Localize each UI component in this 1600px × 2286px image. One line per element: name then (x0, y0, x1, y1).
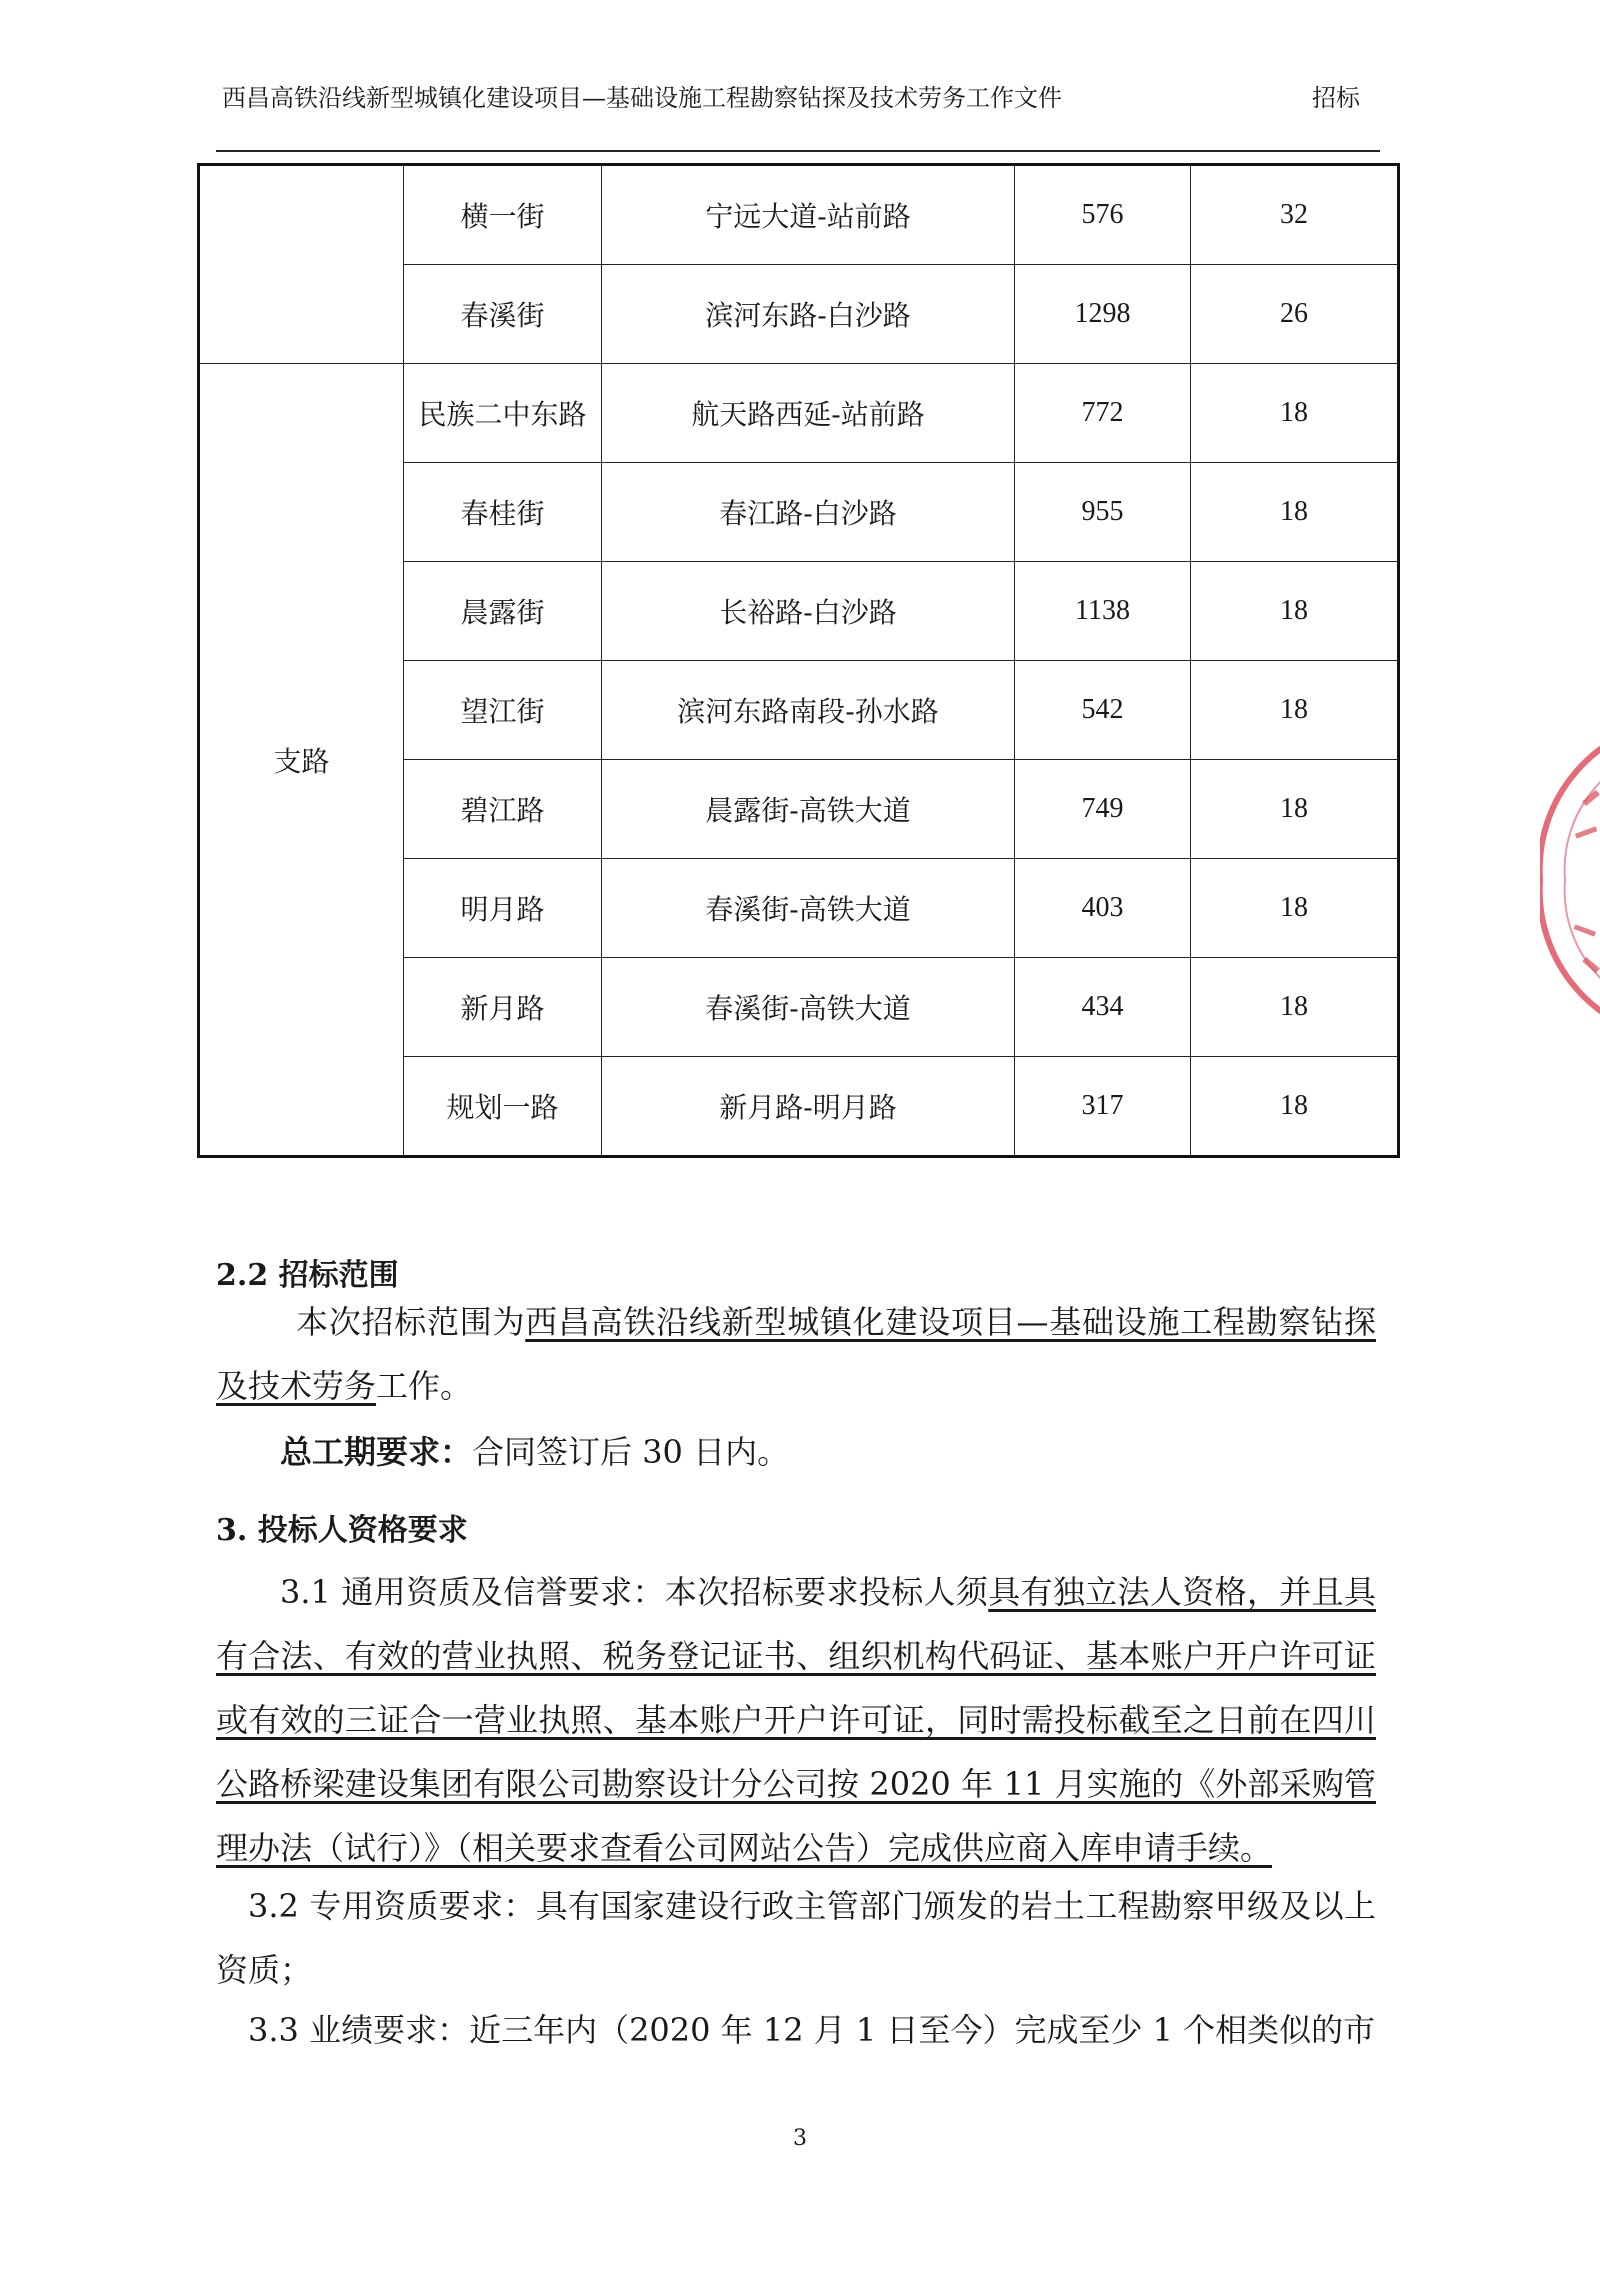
header-rule (216, 150, 1380, 152)
period-text: 合同签订后 30 日内。 (472, 1433, 790, 1471)
road-range: 滨河东路-白沙路 (602, 265, 1015, 364)
road-range: 晨露街-高铁大道 (602, 760, 1015, 859)
scope-paragraph (216, 1290, 1376, 1418)
road-width: 26 (1191, 265, 1399, 364)
road-width: 18 (1191, 859, 1399, 958)
road-range: 滨河东路南段-孙水路 (602, 661, 1015, 760)
road-length: 1298 (1015, 265, 1191, 364)
road-length: 955 (1015, 463, 1191, 562)
section-2-2-heading: 2.2 招标范围 (216, 1258, 399, 1293)
road-name: 新月路 (404, 958, 602, 1057)
road-name: 晨露街 (404, 562, 602, 661)
road-range: 宁远大道-站前路 (602, 165, 1015, 265)
p3-1-requirements: 具有独立法人资格，并且具有合法、有效的营业执照、税务登记证书、组织机构代码证、基本账户开户许可证或有效的三证合一营业执照、基本账户开户许可证，同时需投标截至之日前在四川公路桥梁建设集团有限公司勘察设计分公司按 2020 年 11 月实施的《外部采购管理办法（试行）》（相关要求查看公司网站公告）完成供应商入库申请手续。 (216, 1573, 1376, 1867)
table-row (199, 165, 1399, 265)
road-name: 春溪街 (404, 265, 602, 364)
road-length: 434 (1015, 958, 1191, 1057)
paragraph-3-3: 3.3 业绩要求：近三年内（2020 年 12 月 1 日至今）完成至少 1 个相类似的市 (248, 2011, 1376, 2049)
road-range: 春江路-白沙路 (602, 463, 1015, 562)
road-range: 航天路西延-站前路 (602, 364, 1015, 463)
table-row (199, 364, 1399, 463)
red-seal-stamp (1540, 700, 1600, 1060)
road-name: 横一街 (404, 165, 602, 265)
road-range: 春溪街-高铁大道 (602, 859, 1015, 958)
road-width: 18 (1191, 661, 1399, 760)
road-length: 1138 (1015, 562, 1191, 661)
road-width: 32 (1191, 165, 1399, 265)
road-width: 18 (1191, 463, 1399, 562)
road-name: 民族二中东路 (404, 364, 602, 463)
period-paragraph (216, 1420, 1376, 1484)
page-number: 3 (793, 2126, 807, 2151)
p3-1-prefix: 3.1 通用资质及信誉要求：本次招标要求投标人须 (280, 1573, 989, 1611)
category-cell-empty (199, 165, 404, 364)
category-cell: 支路 (199, 364, 404, 1157)
header-title: 西昌高铁沿线新型城镇化建设项目—基础设施工程勘察钻探及技术劳务工作文件 (222, 84, 1062, 112)
road-range: 长裕路-白沙路 (602, 562, 1015, 661)
section-3-heading: 3. 投标人资格要求 (216, 1513, 468, 1548)
header-doc-type: 招标 (1312, 84, 1360, 112)
period-label: 总工期要求： (280, 1433, 473, 1471)
road-width: 18 (1191, 760, 1399, 859)
road-range: 新月路-明月路 (602, 1057, 1015, 1157)
paragraph-3-1 (216, 1560, 1376, 1880)
road-name: 春桂街 (404, 463, 602, 562)
road-length: 772 (1015, 364, 1191, 463)
road-length: 317 (1015, 1057, 1191, 1157)
road-table (197, 163, 1400, 1158)
paragraph-3-2: 3.2 专用资质要求：具有国家建设行政主管部门颁发的岩土工程勘察甲级及以上资质； (216, 1887, 1376, 1989)
road-width: 18 (1191, 562, 1399, 661)
road-width: 18 (1191, 958, 1399, 1057)
road-width: 18 (1191, 1057, 1399, 1157)
scope-suffix: 工作。 (376, 1367, 473, 1405)
road-name: 明月路 (404, 859, 602, 958)
road-range: 春溪街-高铁大道 (602, 958, 1015, 1057)
road-name: 望江街 (404, 661, 602, 760)
road-length: 576 (1015, 165, 1191, 265)
road-name: 规划一路 (404, 1057, 602, 1157)
road-length: 749 (1015, 760, 1191, 859)
road-length: 542 (1015, 661, 1191, 760)
scope-prefix: 本次招标范围为 (296, 1303, 526, 1341)
road-length: 403 (1015, 859, 1191, 958)
road-width: 18 (1191, 364, 1399, 463)
scope-project: 西昌高铁沿线新型城镇化建设项目—基础设施工程勘察钻探及技术劳务 (216, 1303, 1376, 1405)
road-name: 碧江路 (404, 760, 602, 859)
